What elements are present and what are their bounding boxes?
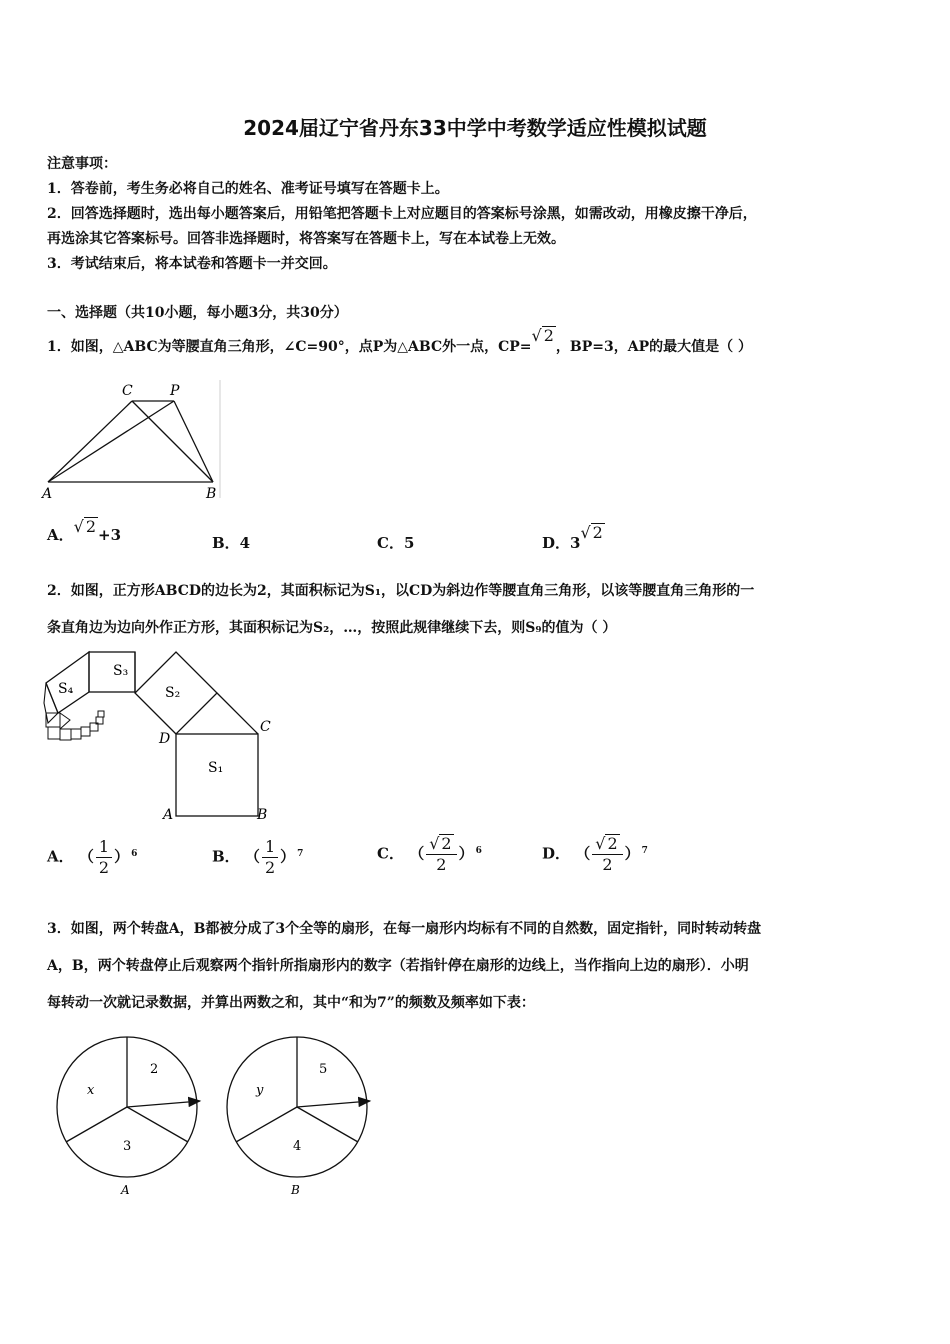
spinner-a-label: A [121,1183,130,1197]
q1-option-a[interactable]: A．√ 2 +3 [47,517,122,544]
spinner-b-label: B [291,1183,300,1197]
q2-label-s1: S₁ [208,760,224,776]
q2-label-s4: S₄ [58,681,74,697]
section-heading: 一、选择题（共10小题，每小题3分，共30分） [47,305,348,321]
q2-option-d[interactable]: D． （ $\frac{√ 2}{2}$ ） $^7$ [542,834,648,874]
q1-option-b[interactable]: B．4 [212,534,251,552]
q2-stem-line2: 条直角边为边向外作正方形，其面积标记为S₂，…，按照此规律继续下去，则S₉的值为（ ） [47,620,617,636]
q2-squares-figure [40,645,280,825]
spinner-a-sector-3: 3 [123,1139,132,1154]
q1-option-d[interactable]: D．3√ 2 [542,523,603,552]
spinner-b-sector-3: 4 [293,1139,302,1154]
q1-option-c[interactable]: C．5 [377,534,415,552]
spinner-a-sector-2: x [87,1083,95,1098]
q3-stem-line1: 3．如图，两个转盘A，B都被分成了3个全等的扇形，在每一扇形内均标有不同的自然数，固定指针，同时转动转盘 [47,921,762,937]
q2-stem-line1: 2．如图，正方形ABCD的边长为2，其面积标记为S₁，以CD为斜边作等腰直角三角形，以该等腰直角三角形的一 [47,583,755,599]
notice-heading: 注意事项： [47,156,117,172]
q2-option-b[interactable]: B． （ $\frac{1}{2}$ ） $^7$ [212,837,304,877]
spinner-a-sector-1: 2 [150,1062,159,1077]
q2-option-c[interactable]: C． （ $\frac{√ 2}{2}$ ） $^6$ [377,834,482,874]
spinner-b [227,1037,370,1197]
spinner-b-sector-1: 5 [319,1062,328,1077]
notice-item-3: 3．考试结束后，将本试卷和答题卡一并交回。 [47,256,337,272]
notice-item-2-cont: 再选涂其它答案标号。回答非选择题时，将答案写在答题卡上，写在本试卷上无效。 [47,231,565,247]
q1-label-b: B [206,486,217,502]
q3-stem-line2: A，B，两个转盘停止后观察两个指针所指扇形内的数字（若指针停在扇形的边线上，当作指向上边的扇形）．小明 [47,958,749,974]
q1-label-c: C [122,383,133,399]
page-title: 2024届辽宁省丹东33中学中考数学适应性模拟试题 [243,116,707,140]
q2-option-a[interactable]: A． （ $\frac{1}{2}$ ） $^6$ [47,837,138,877]
q2-label-a: A [163,807,174,823]
q1-stem: 1．如图，△ABC为等腰直角三角形，∠C=90°，点P为△ABC外一点，CP=√ 2，BP=3，AP的最大值是（ ） [47,326,752,355]
q3-spinners-figure [50,1030,390,1205]
spinner-a [57,1037,200,1197]
q2-label-c: C [260,719,271,735]
q2-label-d: D [159,731,171,747]
q2-label-s3: S₃ [113,663,129,679]
q2-label-s2: S₂ [165,685,181,701]
q1-label-a: A [42,486,53,502]
spinner-b-sector-2: y [256,1083,264,1098]
q1-label-p: P [170,383,180,399]
notice-item-1: 1．答卷前，考生务必将自己的姓名、准考证号填写在答题卡上。 [47,181,449,197]
q3-stem-line3: 每转动一次就记录数据，并算出两数之和，其中“和为7”的频数及频率如下表： [47,995,535,1011]
q1-triangle-figure [40,378,230,503]
q2-label-b: B [257,807,268,823]
notice-item-2: 2．回答选择题时，选出每小题答案后，用铅笔把答题卡上对应题目的答案标号涂黑，如需改动，用橡皮擦干净后， [47,206,757,222]
